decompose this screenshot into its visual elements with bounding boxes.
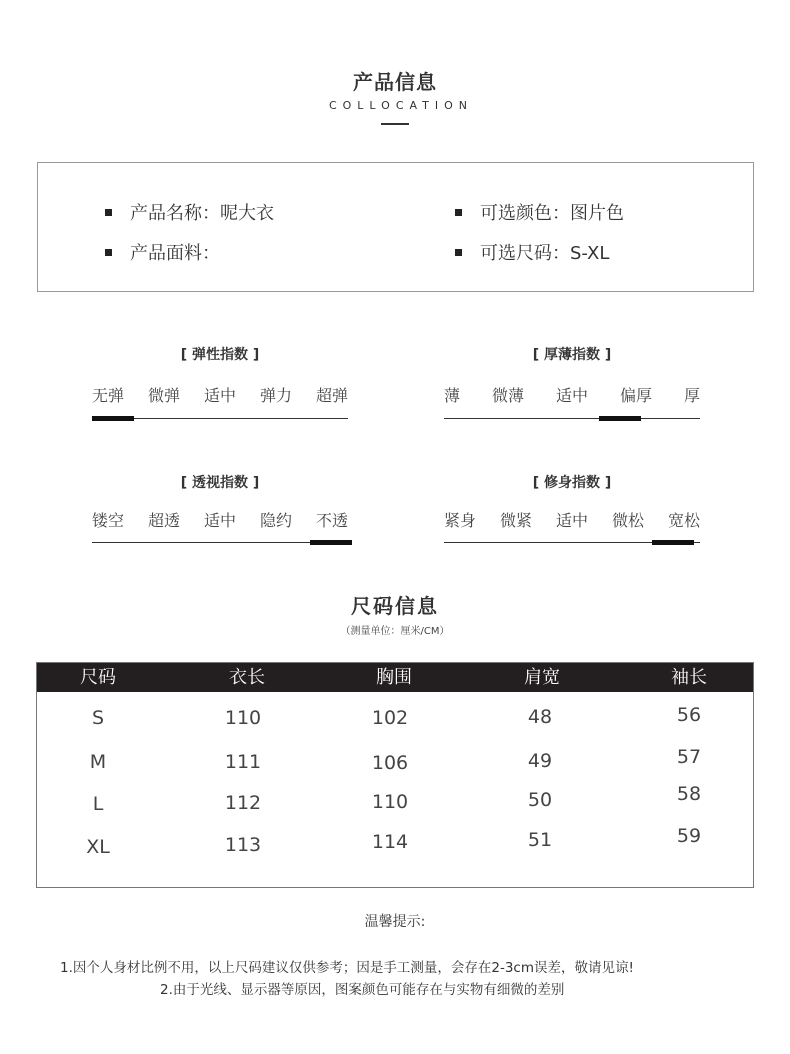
info-size-text: 可选尺码：S-XL — [480, 243, 610, 264]
cell-length: 110 — [224, 707, 262, 729]
index-option: 超弹 — [315, 386, 348, 405]
index-option: 无弹 — [92, 386, 125, 405]
index-option: 偏厚 — [619, 386, 652, 405]
cell-sleeve: 56 — [676, 704, 702, 726]
title-divider — [381, 123, 409, 125]
info-color-text: 可选颜色：图片色 — [480, 203, 624, 224]
size-table-header — [37, 663, 753, 692]
tips-title: 温馨提示: — [364, 914, 426, 930]
index-selected-marker-thickness — [599, 416, 641, 421]
tip-note-1: 1.因个人身材比例不用，以上尺码建议仅供参考；因是手工测量，会存在2-3cm误差，敬请见谅! — [60, 960, 634, 976]
index-option: 微松 — [611, 511, 644, 530]
index-option: 厚 — [683, 386, 700, 405]
cell-sleeve: 58 — [676, 783, 702, 805]
cell-size: M — [89, 751, 107, 773]
cell-chest: 110 — [371, 791, 409, 813]
header-chest: 胸围 — [376, 667, 412, 688]
index-options-elasticity — [92, 383, 348, 406]
info-item-color — [455, 199, 624, 225]
bullet-icon — [105, 249, 112, 256]
index-options-thickness — [444, 383, 700, 406]
info-item-fabric — [105, 239, 220, 265]
cell-length: 111 — [224, 751, 262, 773]
index-option: 适中 — [555, 511, 588, 530]
bullet-icon — [455, 209, 462, 216]
index-selected-marker-transparency — [310, 540, 352, 545]
info-name-text: 产品名称：呢大衣 — [130, 203, 274, 224]
page-subtitle: COLLOCATION — [328, 99, 474, 112]
cell-size: L — [92, 793, 104, 815]
size-table — [36, 662, 754, 888]
index-option: 宽松 — [667, 511, 700, 530]
index-option: 弹力 — [259, 386, 292, 405]
info-item-size — [455, 239, 609, 265]
cell-length: 112 — [224, 792, 262, 814]
cell-shoulder: 51 — [527, 829, 553, 851]
bullet-icon — [455, 249, 462, 256]
cell-chest: 106 — [371, 752, 409, 774]
cell-shoulder: 48 — [527, 706, 553, 728]
index-option: 适中 — [555, 386, 588, 405]
cell-size: XL — [86, 836, 110, 858]
index-option: 镂空 — [92, 511, 125, 530]
header-sleeve: 袖长 — [671, 667, 707, 688]
cell-sleeve: 57 — [676, 746, 702, 768]
cell-sleeve: 59 — [676, 825, 702, 847]
index-options-fit — [444, 508, 700, 531]
index-option: 隐约 — [259, 511, 292, 530]
info-fabric-text: 产品面料： — [130, 243, 220, 264]
cell-chest: 102 — [371, 707, 409, 729]
cell-length: 113 — [224, 834, 262, 856]
product-info-box — [37, 162, 754, 292]
index-option: 薄 — [444, 386, 461, 405]
header-length: 衣长 — [229, 667, 265, 688]
index-line-thickness — [444, 418, 700, 419]
index-title-thickness: [ 厚薄指数 ] — [532, 347, 612, 363]
header-size: 尺码 — [80, 667, 116, 688]
cell-size: S — [91, 707, 105, 729]
index-selected-marker-elasticity — [92, 416, 134, 421]
tip-note-2: 2.由于光线、显示器等原因，图案颜色可能存在与实物有细微的差别 — [160, 982, 565, 998]
index-title-fit: [ 修身指数 ] — [532, 475, 612, 491]
info-item-name — [105, 199, 274, 225]
index-option: 微弹 — [147, 386, 180, 405]
index-option: 超透 — [147, 511, 180, 530]
index-options-transparency — [92, 508, 348, 531]
index-option: 微薄 — [491, 386, 524, 405]
index-selected-marker-fit — [652, 540, 694, 545]
page-title: 产品信息 — [353, 70, 437, 94]
index-option: 不透 — [315, 511, 348, 530]
cell-shoulder: 50 — [527, 789, 553, 811]
bullet-icon — [105, 209, 112, 216]
header-shoulder: 肩宽 — [524, 667, 560, 688]
cell-chest: 114 — [371, 831, 409, 853]
index-option: 微紧 — [499, 511, 532, 530]
index-title-elasticity: [ 弹性指数 ] — [180, 347, 260, 363]
index-option: 适中 — [203, 386, 236, 405]
cell-shoulder: 49 — [527, 750, 553, 772]
index-option: 适中 — [203, 511, 236, 530]
size-info-unit: （测量单位：厘米/CM） — [340, 626, 450, 637]
index-option: 紧身 — [444, 511, 477, 530]
index-title-transparency: [ 透视指数 ] — [180, 475, 260, 491]
size-info-title: 尺码信息 — [351, 594, 439, 618]
